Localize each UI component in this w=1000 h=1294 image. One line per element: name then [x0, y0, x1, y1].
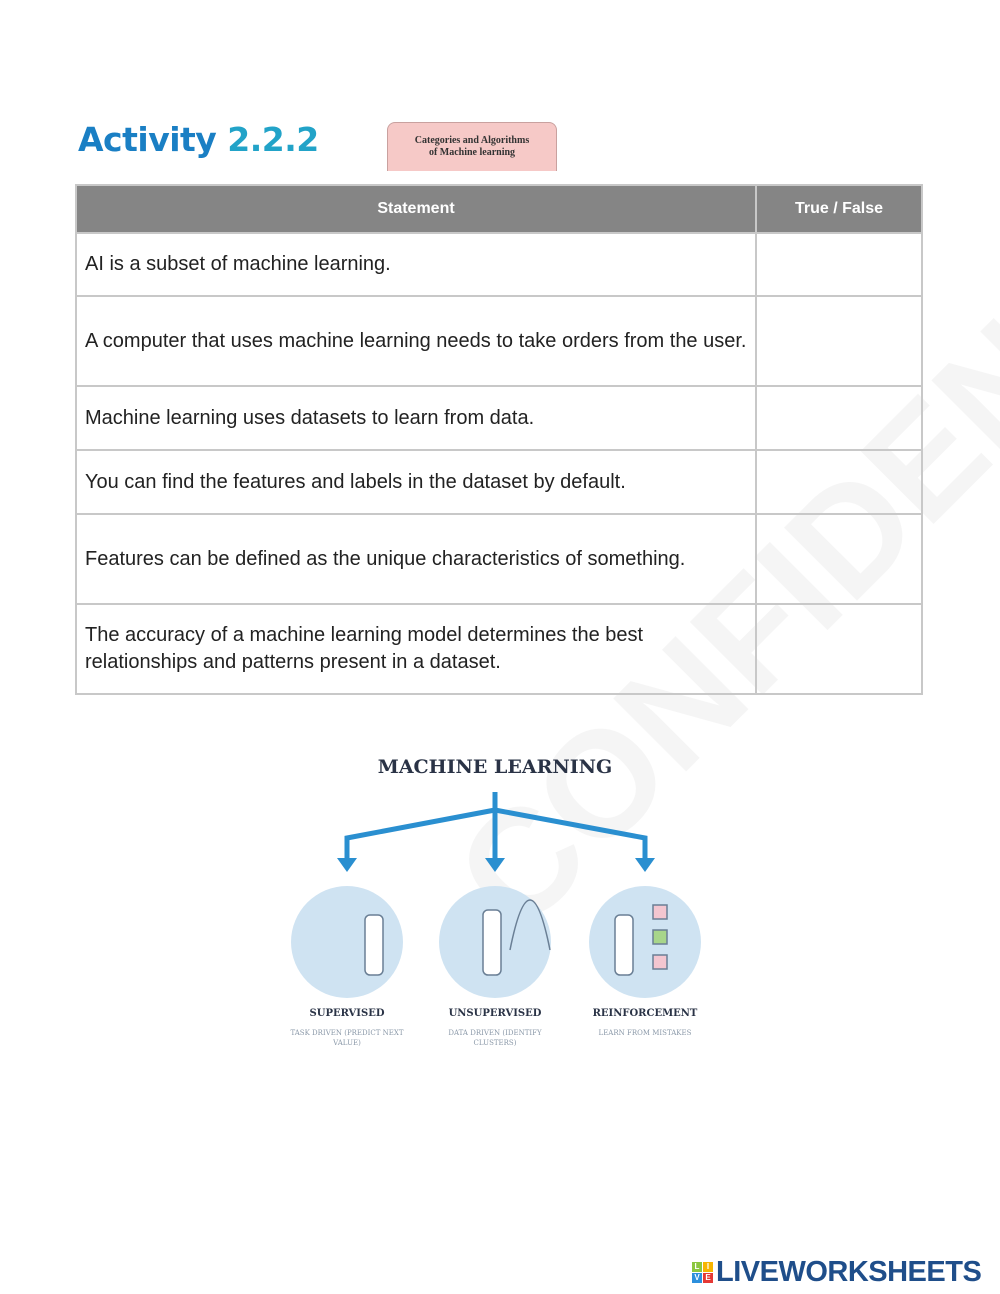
machine-learning-diagram	[285, 750, 715, 1060]
category-reinforcement-sub: LEARN FROM MISTAKES	[598, 1029, 692, 1037]
statement-cell: Machine learning uses datasets to learn from data.	[76, 386, 756, 450]
supervised-illustration	[291, 886, 403, 998]
column-header-true-false: True / False	[756, 185, 922, 233]
table-row	[76, 450, 922, 514]
statement-cell: You can find the features and labels in the dataset by default.	[76, 450, 756, 514]
category-supervised: SUPERVISED	[309, 1008, 385, 1019]
statement-cell: AI is a subset of machine learning.	[76, 233, 756, 296]
statement-cell: A computer that uses machine learning needs to take orders from the user.	[76, 296, 756, 386]
logo-letter: I	[703, 1262, 713, 1272]
arrow-down-icon	[485, 858, 505, 872]
answer-cell[interactable]	[756, 386, 922, 450]
table-row	[76, 386, 922, 450]
answer-cell[interactable]	[756, 233, 922, 296]
diagram-title: MACHINE LEARNING	[377, 756, 613, 778]
logo-letter: V	[692, 1273, 702, 1283]
column-header-statement: Statement	[76, 185, 756, 233]
table-row	[76, 604, 922, 694]
answer-cell[interactable]	[756, 604, 922, 694]
true-false-table	[75, 184, 923, 695]
statement-cell: Features can be defined as the unique characteristics of something.	[76, 514, 756, 604]
arrow-down-icon	[635, 858, 655, 872]
arrow-down-icon	[337, 858, 357, 872]
title-number: 2.2.2	[227, 120, 319, 159]
category-unsupervised: UNSUPERVISED	[448, 1008, 542, 1019]
activity-title	[78, 120, 319, 159]
statement-cell: The accuracy of a machine learning model determines the best relationships and patterns present in a dataset.	[76, 604, 756, 694]
category-reinforcement: REINFORCEMENT	[592, 1008, 698, 1019]
liveworksheets-logo	[692, 1256, 981, 1289]
title-word: Activity	[78, 120, 217, 159]
logo-letter: E	[703, 1273, 713, 1283]
logo-text: LIVEWORKSHEETS	[716, 1256, 982, 1288]
answer-cell[interactable]	[756, 514, 922, 604]
category-unsupervised-sub: DATA DRIVEN (IDENTIFY CLUSTERS)	[448, 1029, 542, 1047]
logo-letter: L	[692, 1262, 702, 1272]
diagram-arrows-illustration	[285, 750, 715, 1000]
topic-tag: Categories and Algorithms of Machine learning	[387, 122, 557, 171]
table-row	[76, 514, 922, 604]
answer-cell[interactable]	[756, 296, 922, 386]
answer-cell[interactable]	[756, 450, 922, 514]
table-row	[76, 296, 922, 386]
category-supervised-sub: TASK DRIVEN (PREDICT NEXT VALUE)	[290, 1029, 404, 1047]
table-row	[76, 233, 922, 296]
logo-icon	[692, 1262, 713, 1283]
reinforcement-illustration	[589, 886, 701, 998]
